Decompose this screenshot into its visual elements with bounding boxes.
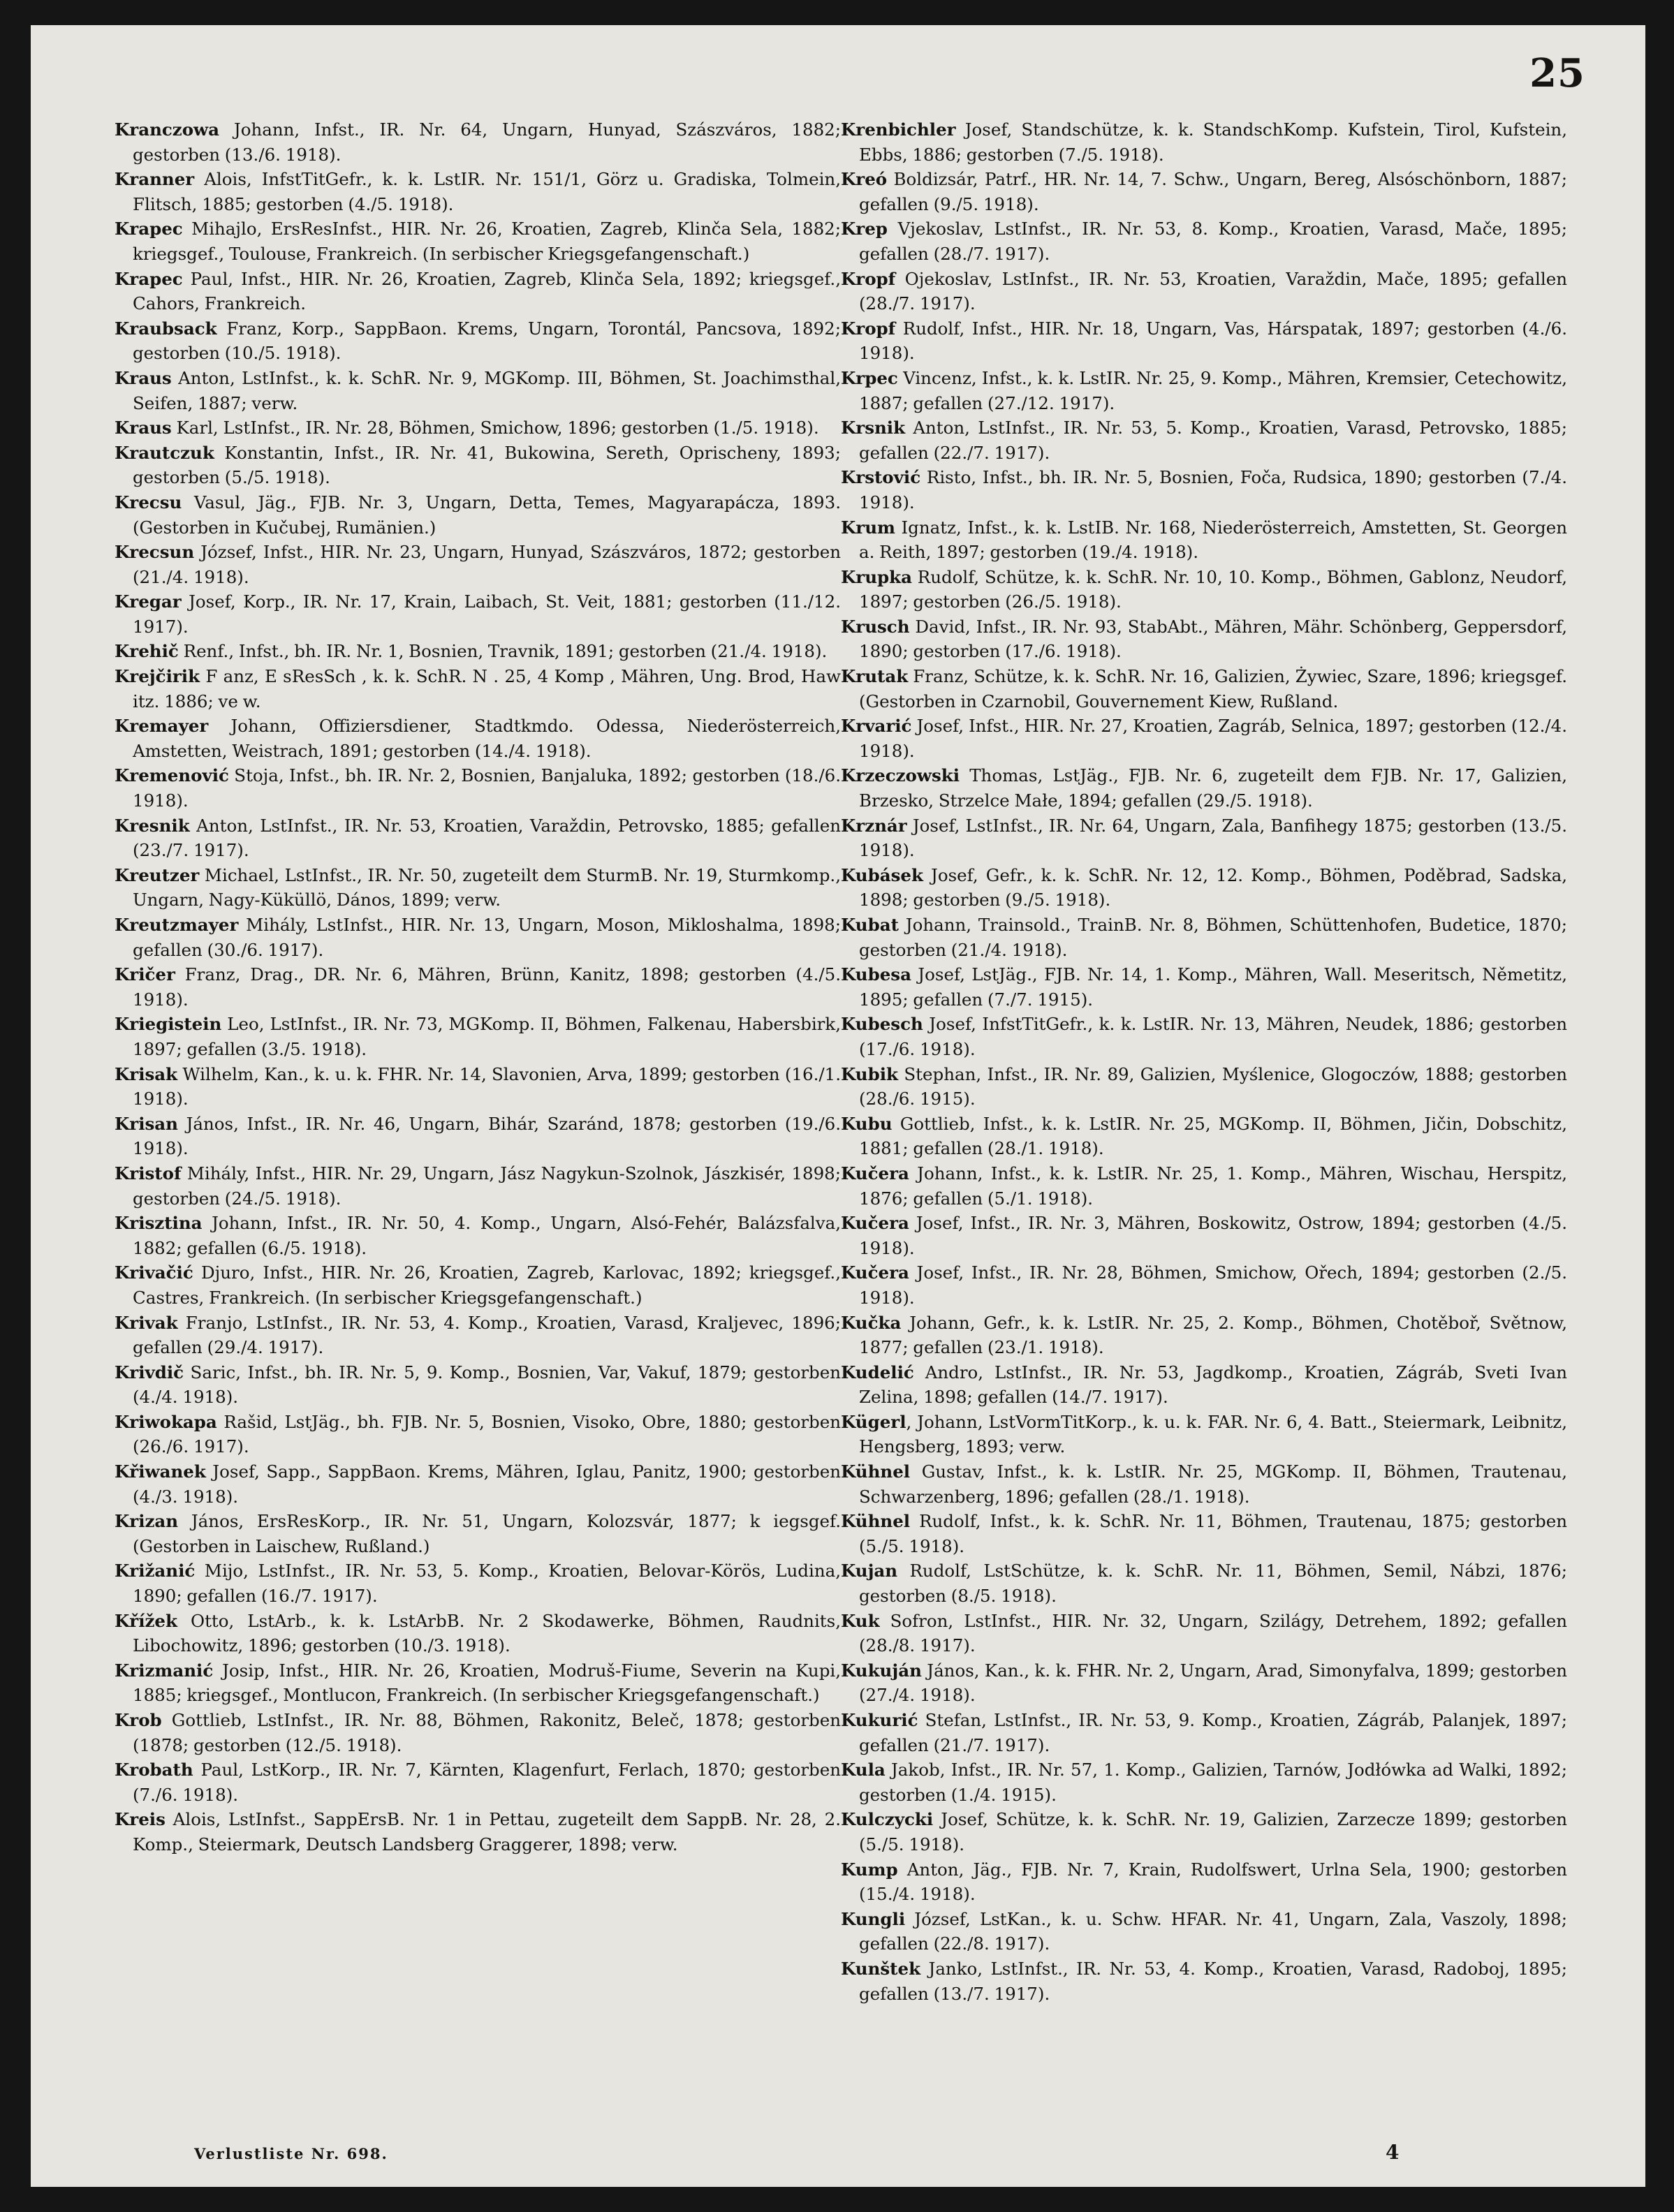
entry-details: Djuro, Infst., HIR. Nr. 26, Kroatien, Zagreb, Karlovac, 1892; kriegsgef., Castres, Frankreich. (In serbischer Kriegsgefangenschaft.) [133, 1262, 841, 1308]
entry-surname: Kubat [841, 915, 899, 935]
entry-surname: Kump [841, 1859, 898, 1880]
entry-details: Josef, Infst., IR. Nr. 3, Mähren, Boskowitz, Ostrow, 1894; gestorben (4./5. 1918). [859, 1213, 1567, 1258]
casualty-entry [841, 565, 1567, 614]
entry-details: Josef, Sapp., SappBaon. Krems, Mähren, Iglau, Panitz, 1900; gestorben (4./3. 1918). [133, 1461, 841, 1507]
entry-details: Vasul, Jäg., FJB. Nr. 3, Ungarn, Detta, Temes, Magyarapácza, 1893. (Gestorben in Kučubej, Rumänien.) [133, 492, 841, 538]
casualty-entry [841, 1907, 1567, 1956]
entry-surname: Kremenović [115, 765, 229, 786]
entry-details: József, Infst., HIR. Nr. 23, Ungarn, Hunyad, Szászváros, 1872; gestorben (21./4. 1918). [133, 542, 841, 587]
entry-surname: Krehič [115, 641, 179, 662]
casualty-entry [841, 813, 1567, 863]
entry-details: Paul, Infst., HIR. Nr. 26, Kroatien, Zagreb, Klinča Sela, 1892; kriegsgef., Cahors, Frankreich. [133, 268, 841, 314]
entry-surname: Krstović [841, 467, 921, 488]
casualty-entry [841, 1857, 1567, 1907]
entry-surname: Krpec [841, 367, 898, 388]
entry-surname: Kubik [841, 1063, 898, 1084]
entry-surname: Kubásek [841, 864, 923, 885]
entry-surname: Kreutzmayer [115, 915, 239, 935]
entry-details: Rudolf, LstSchütze, k. k. SchR. Nr. 11, Böhmen, Semil, Nábzi, 1876; gestorben (8./5. 1918). [859, 1561, 1567, 1607]
casualty-entry [115, 1012, 841, 1061]
entry-surname: Kremayer [115, 716, 209, 737]
entry-surname: Kučera [841, 1262, 909, 1283]
entry-surname: Křiwanek [115, 1461, 206, 1482]
casualty-entry [841, 117, 1567, 167]
casualty-entry [841, 1360, 1567, 1410]
casualty-entry [115, 1311, 841, 1360]
entry-surname: Krep [841, 219, 888, 239]
casualty-entry [841, 316, 1567, 366]
casualty-entry [841, 1509, 1567, 1558]
entry-surname: Kričer [115, 964, 175, 985]
casualty-entry [115, 1658, 841, 1708]
entry-details: Wilhelm, Kan., k. u. k. FHR. Nr. 14, Slavonien, Arva, 1899; gestorben (16./1. 1918). [133, 1063, 841, 1109]
entry-surname: Kudelić [841, 1362, 914, 1382]
entry-surname: Kühnel [841, 1511, 911, 1532]
entry-surname: Krizan [115, 1511, 179, 1532]
entry-surname: Kriwokapa [115, 1411, 217, 1432]
entry-details: Rudolf, Infst., k. k. SchR. Nr. 11, Böhmen, Trautenau, 1875; gestorben (5./5. 1918). [859, 1511, 1567, 1556]
entry-surname: Kühnel [841, 1461, 911, 1482]
entry-details: Risto, Infst., bh. IR. Nr. 5, Bosnien, Foča, Rudsica, 1890; gestorben (7./4. 1918). [859, 467, 1567, 513]
entry-details: Gustav, Infst., k. k. LstIR. Nr. 25, MGKomp. II, Böhmen, Trautenau, Schwarzenberg, 1896; gefallen (28./1. 1918). [859, 1461, 1567, 1507]
casualty-entry [115, 441, 841, 490]
entry-surname: Kranner [115, 169, 195, 190]
entry-details: Franz, Schütze, k. k. SchR. Nr. 16, Galizien, Żywiec, Szare, 1896; kriegsgef. (Gestorben in Czarnobil, Gouvernement Kiew, Rußland. [859, 666, 1567, 711]
entry-details: Franz, Korp., SappBaon. Krems, Ungarn, Torontál, Pancsova, 1892; gestorben (10./5. 1918). [133, 318, 841, 364]
entry-surname: Kropf [841, 268, 896, 289]
casualty-entry [115, 1558, 841, 1608]
entry-surname: Křížek [115, 1610, 177, 1631]
entry-surname: Krobath [115, 1760, 193, 1780]
casualty-entry [841, 216, 1567, 266]
casualty-entry [841, 1658, 1567, 1708]
casualty-entry [841, 167, 1567, 216]
entry-surname: Križanić [115, 1561, 196, 1581]
entry-details: Thomas, LstJäg., FJB. Nr. 6, zugeteilt dem FJB. Nr. 17, Galizien, Brzesko, Strzelce Małe, 1894; gefallen (29./5. 1918). [859, 765, 1567, 811]
entry-details: Johann, Gefr., k. k. LstIR. Nr. 25, 2. Komp., Böhmen, Chotěboř, Světnow, 1877; gefallen (23./1. 1918). [859, 1312, 1567, 1358]
entry-surname: Kula [841, 1760, 886, 1780]
entry-surname: Krznár [841, 815, 907, 836]
entry-details: Paul, LstKorp., IR. Nr. 7, Kärnten, Klagenfurt, Ferlach, 1870; gestorben (7./6. 1918). [133, 1760, 841, 1805]
entry-surname: Kuk [841, 1610, 880, 1631]
casualty-entry [841, 962, 1567, 1012]
entry-surname: Kraus [115, 367, 172, 388]
entry-details: Johann, Infst., k. k. LstIR. Nr. 25, 1. Komp., Mähren, Wischau, Herspitz, 1876; gefallen (5./1. 1918). [859, 1163, 1567, 1209]
casualty-entry [115, 1410, 841, 1459]
entry-surname: Kunštek [841, 1958, 921, 1979]
casualty-entry [841, 913, 1567, 962]
casualty-entry [115, 1459, 841, 1509]
entry-details: János, ErsResKorp., IR. Nr. 51, Ungarn, Kolozsvár, 1877; k iegsgef. (Gestorben in Laischew, Rußland.) [133, 1511, 841, 1556]
entry-details: János, Kan., k. k. FHR. Nr. 2, Ungarn, Arad, Simonyfalva, 1899; gestorben (27./4. 1918). [859, 1660, 1567, 1706]
footer-list-number: Verlustliste Nr. 698. [194, 2145, 388, 2162]
casualty-entry [841, 1807, 1567, 1857]
casualty-entry [115, 1161, 841, 1211]
entry-surname: Krusch [841, 616, 910, 637]
entry-details: Josef, LstJäg., FJB. Nr. 14, 1. Komp., Mähren, Wall. Meseritsch, Němetitz, 1895; gefallen (7./7. 1915). [859, 964, 1567, 1010]
entry-details: F anz, E sResSch , k. k. SchR. N . 25, 4 Komp , Mähren, Ung. Brod, Haw itz. 1886; ve w. [133, 666, 841, 711]
entry-details: Stoja, Infst., bh. IR. Nr. 2, Bosnien, Banjaluka, 1892; gestorben (18./6. 1918). [133, 765, 841, 811]
casualty-entry [115, 639, 841, 664]
casualty-entry [841, 763, 1567, 813]
entry-surname: Krisak [115, 1063, 178, 1084]
casualty-entry [841, 1956, 1567, 2006]
casualty-entry [841, 1708, 1567, 1757]
casualty-entry [115, 714, 841, 763]
entry-details: Ojekoslav, LstInfst., IR. Nr. 53, Kroatien, Varaždin, Mače, 1895; gefallen (28./7. 1917). [859, 268, 1567, 314]
casualty-entry [115, 863, 841, 913]
entry-details: Josef, Schütze, k. k. SchR. Nr. 19, Galizien, Zarzecze 1899; gestorben (5./5. 1918). [859, 1809, 1567, 1855]
entry-surname: Krenbichler [841, 119, 956, 140]
entry-surname: Krum [841, 517, 895, 538]
entry-details: Vincenz, Infst., k. k. LstIR. Nr. 25, 9. Komp., Mähren, Kremsier, Cetechowitz, 1887; gefallen (27./12. 1917). [859, 367, 1567, 413]
entry-details: Johann, Trainsold., TrainB. Nr. 8, Böhmen, Schüttenhofen, Budetice, 1870; gestorben (21./4. 1918). [859, 915, 1567, 960]
entry-details: Josip, Infst., HIR. Nr. 26, Kroatien, Modruš-Fiume, Severin na Kupi, 1885; kriegsgef., Montlucon, Frankreich. (In serbischer Kriegsgefangenschaft.) [133, 1660, 841, 1706]
casualty-entry [115, 1062, 841, 1112]
casualty-entry [115, 1509, 841, 1558]
entry-details: Josef, LstInfst., IR. Nr. 64, Ungarn, Zala, Banfihegy 1875; gestorben (13./5. 1918). [859, 815, 1567, 861]
entry-details: Rudolf, Infst., HIR. Nr. 18, Ungarn, Vas, Hárspatak, 1897; gestorben (4./6. 1918). [859, 318, 1567, 364]
casualty-entry [115, 962, 841, 1012]
casualty-entry [115, 1260, 841, 1310]
entry-surname: Kreó [841, 169, 888, 190]
entry-details: Karl, LstInfst., IR. Nr. 28, Böhmen, Smichow, 1896; gestorben (1./5. 1918). [171, 418, 819, 438]
casualty-entry [841, 1459, 1567, 1509]
entry-details: János, Infst., IR. Nr. 46, Ungarn, Bihár, Szaránd, 1878; gestorben (19./6. 1918). [133, 1113, 841, 1159]
entry-surname: Krautczuk [115, 442, 214, 463]
entry-details: Josef, InfstTitGefr., k. k. LstIR. Nr. 13, Mähren, Neudek, 1886; gestorben (17./6. 1918). [859, 1014, 1567, 1059]
entry-details: Rašid, LstJäg., bh. FJB. Nr. 5, Bosnien, Visoko, Obre, 1880; gestorben (26./6. 1917). [133, 1411, 841, 1457]
casualty-entry [115, 490, 841, 540]
entry-details: Franjo, LstInfst., IR. Nr. 53, 4. Komp., Kroatien, Varasd, Kraljevec, 1896; gefallen (29./4. 1917). [133, 1312, 841, 1358]
casualty-entry [115, 167, 841, 216]
casualty-entry [841, 1012, 1567, 1061]
casualty-entry [115, 913, 841, 962]
entry-surname: Kregar [115, 591, 182, 612]
entry-details: Alois, LstInfst., SappErsB. Nr. 1 in Pettau, zugeteilt dem SappB. Nr. 28, 2. Komp., Steiermark, Deutsch Landsberg Graggerer, 1898; verw. [133, 1809, 841, 1855]
entry-surname: Krisan [115, 1113, 178, 1134]
entry-details: Vjekoslav, LstInfst., IR. Nr. 53, 8. Komp., Kroatien, Varasd, Mače, 1895; gefallen (28./7. 1917). [859, 219, 1567, 264]
entry-surname: Kujan [841, 1561, 898, 1581]
casualty-entry [115, 117, 841, 167]
entry-surname: Kreis [115, 1809, 166, 1830]
casualty-entry [115, 1211, 841, 1260]
entry-surname: Krivdič [115, 1362, 184, 1382]
casualty-entry [841, 366, 1567, 415]
casualty-entry [841, 1757, 1567, 1807]
entry-details: Renf., Infst., bh. IR. Nr. 1, Bosnien, Travnik, 1891; gestorben (21./4. 1918). [178, 641, 828, 662]
casualty-entry [115, 1360, 841, 1410]
casualty-entry [115, 664, 841, 714]
entry-details: Josef, Infst., HIR. Nr. 27, Kroatien, Zagráb, Selnica, 1897; gestorben (12./4. 1918). [859, 716, 1567, 761]
casualty-entry [841, 415, 1567, 465]
entry-details: Anton, Jäg., FJB. Nr. 7, Krain, Rudolfswert, Urlna Sela, 1900; gestorben (15./4. 1918). [859, 1859, 1567, 1905]
entry-details: Ignatz, Infst., k. k. LstIB. Nr. 168, Niederösterreich, Amstetten, St. Georgen a. Reith, 1897; gestorben (19./4. 1918). [859, 517, 1567, 563]
entry-surname: Kučera [841, 1213, 909, 1234]
entry-details: Franz, Drag., DR. Nr. 6, Mähren, Brünn, Kanitz, 1898; gestorben (4./5. 1918). [133, 964, 841, 1010]
entry-details: Stephan, Infst., IR. Nr. 89, Galizien, Myślenice, Glogoczów, 1888; gestorben (28./6. 1915). [859, 1063, 1567, 1109]
entry-surname: Krivačić [115, 1262, 193, 1283]
casualty-entry [841, 267, 1567, 316]
entry-details: Boldizsár, Patrf., HR. Nr. 14, 7. Schw., Ungarn, Bereg, Alsóschönborn, 1887; gefallen (9./5. 1918). [859, 169, 1567, 214]
entry-surname: Kubesa [841, 964, 911, 985]
entry-details: Johann, Infst., IR. Nr. 50, 4. Komp., Ungarn, Alsó-Fehér, Balázsfalva, 1882; gefallen (6./5. 1918). [133, 1213, 841, 1258]
casualty-entry [841, 465, 1567, 515]
entry-details: Josef, Korp., IR. Nr. 17, Krain, Laibach, St. Veit, 1881; gestorben (11./12. 1917). [133, 591, 841, 637]
casualty-entry [841, 664, 1567, 714]
entry-details: Gottlieb, Infst., k. k. LstIR. Nr. 25, MGKomp. II, Böhmen, Jičin, Dobschitz, 1881; gefallen (28./1. 1918). [859, 1113, 1567, 1159]
entry-surname: Krisztina [115, 1213, 203, 1234]
entry-surname: Kraubsack [115, 318, 217, 339]
entry-surname: Kučka [841, 1312, 902, 1333]
entry-details: , Johann, LstVormTitKorp., k. u. k. FAR. Nr. 6, 4. Batt., Steiermark, Leibnitz, Hengsberg, 1893; verw. [859, 1411, 1567, 1457]
entry-surname: Kresnik [115, 815, 190, 836]
entry-details: Stefan, LstInfst., IR. Nr. 53, 9. Komp., Kroatien, Zágráb, Palanjek, 1897; gefallen (21./7. 1917). [859, 1710, 1567, 1755]
entry-details: Mijo, LstInfst., IR. Nr. 53, 5. Komp., Kroatien, Belovar-Körös, Ludina, 1890; gefallen (16./7. 1917). [133, 1561, 841, 1607]
entry-details: Anton, LstInfst., k. k. SchR. Nr. 9, MGKomp. III, Böhmen, St. Joachimsthal, Seifen, 1887; verw. [133, 367, 841, 413]
left-column [115, 117, 841, 1857]
casualty-entry [115, 267, 841, 316]
casualty-entry [841, 863, 1567, 913]
entry-details: Josef, Standschütze, k. k. StandschKomp. Kufstein, Tirol, Kufstein, Ebbs, 1886; gestorben (7./5. 1918). [859, 119, 1567, 165]
entry-surname: Kungli [841, 1908, 906, 1929]
entry-details: Anton, LstInfst., IR. Nr. 53, Kroatien, Varaždin, Petrovsko, 1885; gefallen (23./7. 1917). [133, 815, 841, 861]
entry-surname: Kristof [115, 1163, 182, 1184]
entry-surname: Kraus [115, 418, 172, 438]
entry-surname: Krzeczowski [841, 765, 960, 786]
casualty-entry [841, 1260, 1567, 1310]
casualty-entry [115, 216, 841, 266]
entry-details: Josef, Infst., IR. Nr. 28, Böhmen, Smichow, Ořech, 1894; gestorben (2./5. 1918). [859, 1262, 1567, 1308]
entry-details: Johann, Infst., IR. Nr. 64, Ungarn, Hunyad, Szászváros, 1882; gestorben (13./6. 1918). [133, 119, 841, 165]
casualty-entry [841, 1311, 1567, 1360]
entry-surname: Kukurić [841, 1710, 918, 1730]
casualty-entry [115, 589, 841, 639]
casualty-entry [841, 1062, 1567, 1112]
entry-surname: Kügerl [841, 1411, 906, 1432]
entry-surname: Krsnik [841, 418, 906, 438]
entry-surname: Krizmanić [115, 1660, 214, 1681]
entry-surname: Krutak [841, 666, 909, 687]
casualty-entry [841, 1211, 1567, 1260]
entry-details: Otto, LstArb., k. k. LstArbB. Nr. 2 Skodawerke, Böhmen, Raudnits, Libochowitz, 1896; gestorben (10./3. 1918). [133, 1610, 841, 1656]
entry-details: Alois, InfstTitGefr., k. k. LstIR. Nr. 151/1, Görz u. Gradiska, Tolmein, Flitsch, 1885; gestorben (4./5. 1918). [133, 169, 841, 214]
casualty-entry [841, 614, 1567, 664]
entry-surname: Krecsu [115, 492, 182, 513]
entry-surname: Kropf [841, 318, 896, 339]
entry-details: Jakob, Infst., IR. Nr. 57, 1. Komp., Galizien, Tarnów, Jodłówka ad Walki, 1892; gestorben (1./4. 1915). [859, 1760, 1567, 1805]
entry-surname: Kreutzer [115, 864, 200, 885]
entry-details: Leo, LstInfst., IR. Nr. 73, MGKomp. II, Böhmen, Falkenau, Habersbirk, 1897; gefallen (3./5. 1918). [133, 1014, 841, 1059]
casualty-entry [115, 415, 841, 441]
entry-details: József, LstKan., k. u. Schw. HFAR. Nr. 41, Ungarn, Zala, Vaszoly, 1898; gefallen (22./8. 1917). [859, 1908, 1567, 1954]
entry-surname: Krecsun [115, 542, 195, 563]
document-page [31, 25, 1645, 2187]
entry-surname: Kukuján [841, 1660, 922, 1681]
entry-surname: Kranczowa [115, 119, 220, 140]
casualty-entry [115, 1757, 841, 1807]
casualty-entry [841, 1609, 1567, 1658]
casualty-entry [115, 540, 841, 589]
casualty-entry [115, 763, 841, 813]
entry-details: Mihály, LstInfst., HIR. Nr. 13, Ungarn, Moson, Mikloshalma, 1898; gefallen (30./6. 1917). [133, 915, 841, 960]
casualty-entry [115, 1807, 841, 1857]
entry-details: Saric, Infst., bh. IR. Nr. 5, 9. Komp., Bosnien, Var, Vakuf, 1879; gestorben (4./4. 1918). [133, 1362, 841, 1408]
entry-details: Mihajlo, ErsResInfst., HIR. Nr. 26, Kroatien, Zagreb, Klinča Sela, 1882; kriegsgef., Toulouse, Frankreich. (In serbischer Kriegsgefangenschaft.) [133, 219, 841, 264]
printer-signature-mark: 4 [1386, 2141, 1400, 2164]
entry-surname: Kubesch [841, 1014, 923, 1035]
entry-details: Janko, LstInfst., IR. Nr. 53, 4. Komp., Kroatien, Varasd, Radoboj, 1895; gefallen (13./7. 1917). [859, 1958, 1567, 2004]
entry-surname: Krapec [115, 219, 183, 239]
right-column [841, 117, 1567, 2006]
casualty-entry [841, 1161, 1567, 1211]
entry-surname: Krvarić [841, 716, 912, 737]
casualty-entry [841, 1112, 1567, 1161]
entry-details: Gottlieb, LstInfst., IR. Nr. 88, Böhmen, Rakonitz, Beleč, 1878; gestorben (1878; gestorben (12./5. 1918). [133, 1710, 841, 1755]
casualty-entry [115, 813, 841, 863]
entry-details: Anton, LstInfst., IR. Nr. 53, 5. Komp., Kroatien, Varasd, Petrovsko, 1885; gefallen (22./7. 1917). [859, 418, 1567, 463]
entry-details: Josef, Gefr., k. k. SchR. Nr. 12, 12. Komp., Böhmen, Poděbrad, Sadska, 1898; gestorben (9./5. 1918). [859, 864, 1567, 910]
entry-surname: Krob [115, 1710, 162, 1730]
entry-details: Sofron, LstInfst., HIR. Nr. 32, Ungarn, Szilágy, Detrehem, 1892; gefallen (28./8. 1917). [859, 1610, 1567, 1656]
casualty-entry [115, 366, 841, 415]
entry-details: Konstantin, Infst., IR. Nr. 41, Bukowina, Sereth, Oprischeny, 1893; gestorben (5./5. 1918). [133, 442, 841, 488]
entry-surname: Krapec [115, 268, 183, 289]
casualty-entry [841, 1558, 1567, 1608]
casualty-entry [115, 1609, 841, 1658]
entry-surname: Krivak [115, 1312, 178, 1333]
entry-details: Michael, LstInfst., IR. Nr. 50, zugeteilt dem SturmB. Nr. 19, Sturmkomp., Ungarn, Nagy-Küküllö, Dános, 1899; verw. [133, 864, 841, 910]
entry-surname: Kriegistein [115, 1014, 222, 1035]
casualty-entry [841, 1410, 1567, 1459]
entry-surname: Krejčirik [115, 666, 200, 687]
casualty-entry [115, 1708, 841, 1757]
entry-surname: Krupka [841, 566, 912, 587]
casualty-entry [841, 515, 1567, 565]
entry-details: David, Infst., IR. Nr. 93, StabAbt., Mähren, Mähr. Schönberg, Geppersdorf, 1890; gestorben (17./6. 1918). [859, 616, 1567, 662]
entry-details: Mihály, Infst., HIR. Nr. 29, Ungarn, Jász Nagykun-Szolnok, Jászkisér, 1898; gestorben (24./5. 1918). [133, 1163, 841, 1209]
page-number: 25 [1529, 50, 1585, 96]
entry-details: Johann, Offiziersdiener, Stadtkmdo. Odessa, Niederösterreich, Amstetten, Weistrach, 1891; gestorben (14./4. 1918). [133, 716, 841, 761]
entry-surname: Kubu [841, 1113, 893, 1134]
casualty-entry [115, 316, 841, 366]
entry-surname: Kučera [841, 1163, 909, 1184]
entry-surname: Kulczycki [841, 1809, 934, 1830]
entry-details: Andro, LstInfst., IR. Nr. 53, Jagdkomp., Kroatien, Zágráb, Sveti Ivan Zelina, 1898; gefallen (14./7. 1917). [859, 1362, 1567, 1408]
entry-details: Rudolf, Schütze, k. k. SchR. Nr. 10, 10. Komp., Böhmen, Gablonz, Neudorf, 1897; gestorben (26./5. 1918). [859, 566, 1567, 612]
casualty-entry [115, 1112, 841, 1161]
casualty-entry [841, 714, 1567, 763]
